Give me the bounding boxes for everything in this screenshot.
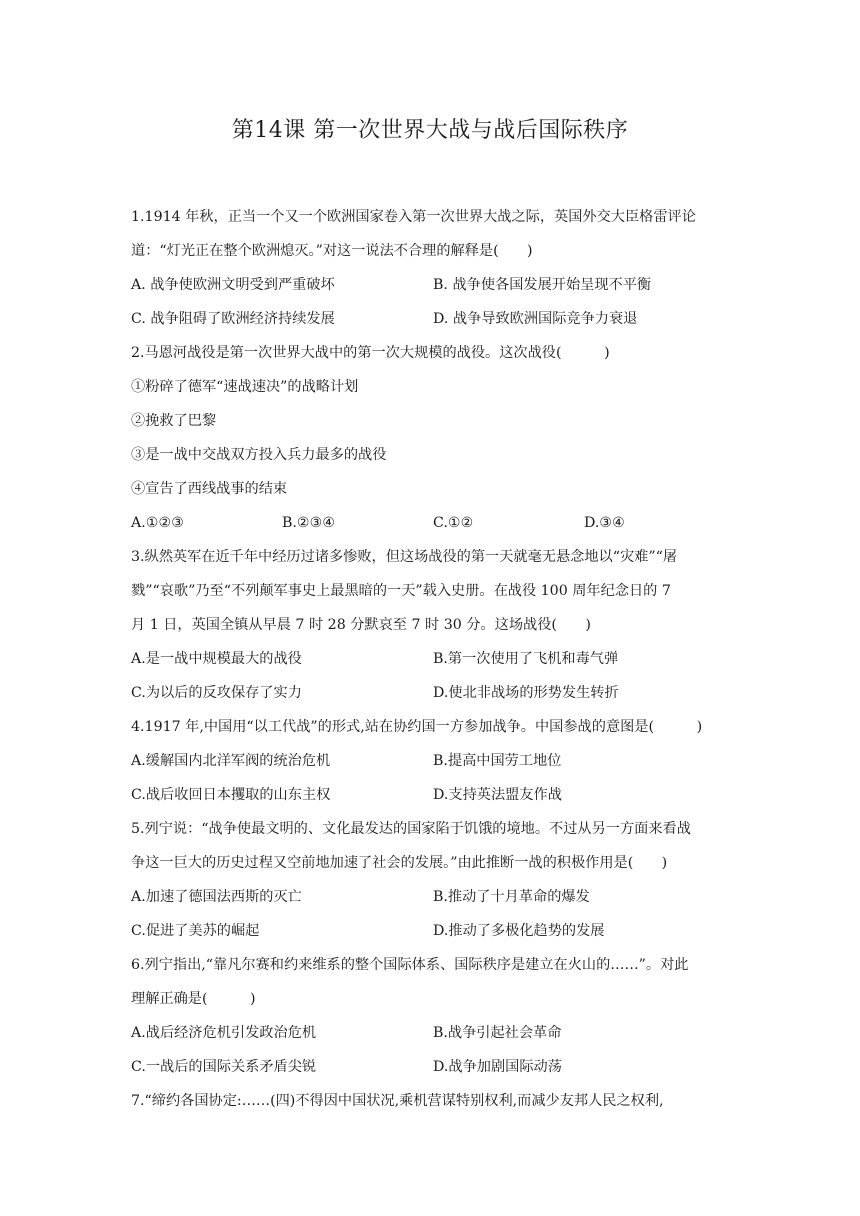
option-c: C.促进了美苏的崛起 [131, 923, 260, 939]
option-d: D.战争加剧国际动荡 [433, 1059, 562, 1075]
option-a: A. 战争使欧洲文明受到严重破坏 [131, 277, 335, 293]
question [131, 336, 735, 540]
option-row [131, 778, 735, 812]
option-a: A.是一战中规模最大的战役 [131, 651, 302, 667]
option-a: A.①②③ [131, 515, 184, 531]
option-a: A.缓解国内北洋军阀的统治危机 [131, 753, 331, 769]
option-c: C.①② [433, 515, 474, 531]
question [131, 1084, 735, 1118]
option-row [131, 676, 735, 710]
option-b: B.提高中国劳工地位 [433, 753, 562, 769]
question-text: 1.1914 年秋，正当一个又一个欧洲国家卷入第一次世界大战之际，英国外交大臣格雷评论 [131, 209, 696, 225]
question-text: 争这一巨大的历史过程又空前地加速了社会的发展。”由此推断一战的积极作用是( ) [131, 855, 668, 871]
option-d: D.支持英法盟友作战 [433, 787, 562, 803]
option-b: B.第一次使用了飞机和毒气弹 [433, 651, 619, 667]
option-c: C.战后收回日本攫取的山东主权 [131, 787, 331, 803]
question [131, 710, 735, 812]
option-c: C.一战后的国际关系矛盾尖锐 [131, 1059, 317, 1075]
question [131, 812, 735, 948]
option-row [131, 744, 735, 778]
statement: ②挽救了巴黎 [131, 413, 217, 429]
question-text: 3.纵然英军在近千年中经历过诸多惨败，但这场战役的第一天就毫无悬念地以“灾难”“屠 [131, 549, 678, 565]
option-row [131, 914, 735, 948]
question-text: 4.1917 年,中国用“以工代战”的形式,站在协约国一方参加战争。中国参战的意图是( ) [131, 719, 703, 735]
question [131, 540, 735, 710]
option-b: B.战争引起社会革命 [433, 1025, 562, 1041]
option-a: A.战后经济危机引发政治危机 [131, 1025, 317, 1041]
page-title: 第14课 第一次世界大战与战后国际秩序 [231, 118, 629, 143]
question-list [131, 200, 735, 1118]
option-b: B.②③④ [282, 515, 336, 531]
question [131, 948, 735, 1084]
question-text: 2.马恩河战役是第一次世界大战中的第一次大规模的战役。这次战役( ) [131, 345, 610, 361]
statement: ③是一战中交战双方投入兵力最多的战役 [131, 447, 387, 463]
question-text: 6.列宁指出,“靠凡尔赛和约来维系的整个国际体系、国际秩序是建立在火山的……”。对此 [131, 957, 689, 973]
question-text: 戮”“哀歌”乃至“不列颠军事史上最黑暗的一天”载入史册。在战役 100 周年纪念日的 7 [131, 583, 671, 599]
option-d: D.推动了多极化趋势的发展 [433, 923, 605, 939]
option-a: A.加速了德国法西斯的灭亡 [131, 889, 302, 905]
question-text: 月 1 日，英国全镇从早晨 7 时 28 分默哀至 7 时 30 分。这场战役( ) [131, 617, 591, 633]
question [131, 200, 735, 336]
option-b: B.推动了十月革命的爆发 [433, 889, 590, 905]
statement: ④宣告了西线战事的结束 [131, 481, 288, 497]
option-row [131, 1050, 735, 1084]
option-b: B. 战争使各国发展开始呈现不平衡 [433, 277, 652, 293]
option-row [131, 642, 735, 676]
option-row [131, 880, 735, 914]
option-row [131, 1016, 735, 1050]
statement: ①粉碎了德军“速战速决”的战略计划 [131, 379, 359, 395]
option-row [131, 506, 735, 540]
question-text: 道：“灯光正在整个欧洲熄灭。”对这一说法不合理的解释是( ) [131, 243, 533, 259]
option-d: D.使北非战场的形势发生转折 [433, 685, 619, 701]
option-row [131, 302, 735, 336]
option-row [131, 268, 735, 302]
question-text: 7.“缔约各国协定:……(四)不得因中国状况,乘机营谋特别权利,而减少友邦人民之权利, [131, 1093, 664, 1109]
option-d: D.③④ [584, 515, 625, 531]
question-text: 理解正确是( ) [131, 991, 256, 1007]
option-d: D. 战争导致欧洲国际竞争力衰退 [433, 311, 638, 327]
question-text: 5.列宁说：“战争使最文明的、文化最发达的国家陷于饥饿的境地。不过从另一方面来看战 [131, 821, 691, 837]
option-c: C. 战争阻碍了欧洲经济持续发展 [131, 311, 335, 327]
option-c: C.为以后的反攻保存了实力 [131, 685, 302, 701]
